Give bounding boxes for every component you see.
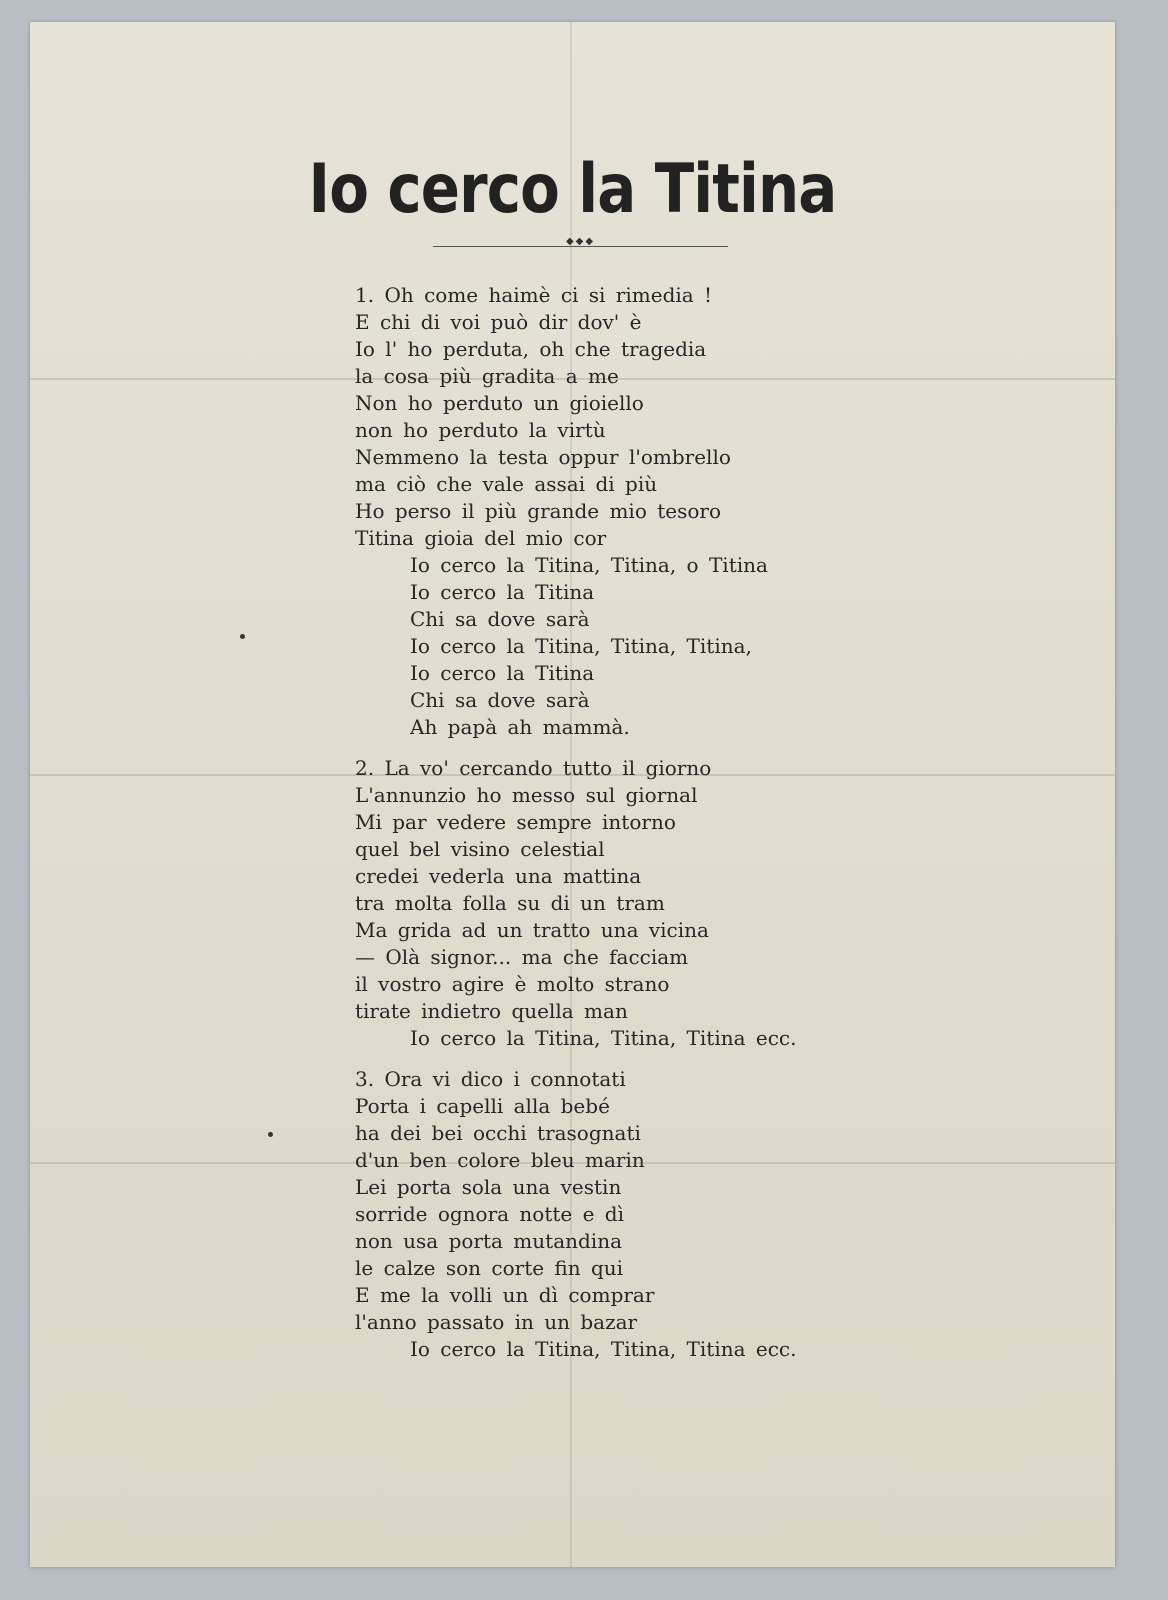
verse-line: l'anno passato in un bazar — [355, 1310, 638, 1334]
verse-line: non ho perduto la virtù — [355, 418, 606, 442]
verse-line: tra molta folla su di un tram — [355, 891, 665, 915]
verse-line: 1. Oh come haimè ci si rimedia ! — [355, 283, 713, 307]
verse-line: Ma grida ad un tratto una vicina — [355, 918, 709, 942]
verse-line: Titina gioia del mio cor — [355, 526, 607, 550]
paper-sheet — [30, 22, 1115, 1567]
verse-line: Non ho perduto un gioiello — [355, 391, 644, 415]
stanza-3 — [355, 1066, 1055, 1363]
page-title: Io cerco la Titina — [308, 150, 837, 229]
verse-line: Porta i capelli alla bebé — [355, 1094, 610, 1118]
chorus-line: Ah papà ah mammà. — [410, 715, 630, 739]
verse-line: credei vederla una mattina — [355, 864, 642, 888]
verse-line: 2. La vo' cercando tutto il giorno — [355, 756, 712, 780]
chorus-line: Io cerco la Titina — [410, 580, 595, 604]
ink-speck — [268, 1132, 273, 1137]
verse-line: — Olà signor... ma che facciam — [355, 945, 689, 969]
chorus-line: Io cerco la Titina, Titina, Titina, — [410, 634, 752, 658]
verse-line: il vostro agire è molto strano — [355, 972, 670, 996]
verse-line: E chi di voi può dir dov' è — [355, 310, 642, 334]
stanza-2 — [355, 755, 1055, 1052]
verse-line: 3. Ora vi dico i connotati — [355, 1067, 626, 1091]
chorus-line: Chi sa dove sarà — [410, 688, 590, 712]
verse-line: L'annunzio ho messo sul giornal — [355, 783, 698, 807]
verse-line: Ho perso il più grande mio tesoro — [355, 499, 721, 523]
verse-line: sorride ognora notte e dì — [355, 1202, 625, 1226]
verse-line: ha dei bei occhi trasognati — [355, 1121, 641, 1145]
ornament-diamonds: ◆◆◆ — [565, 235, 596, 247]
verse-line: Mi par vedere sempre intorno — [355, 810, 676, 834]
verse-line: non usa porta mutandina — [355, 1229, 622, 1253]
chorus-line: Io cerco la Titina, Titina, o Titina — [410, 553, 768, 577]
lyrics-body — [355, 282, 1055, 1377]
verse-line: tirate indietro quella man — [355, 999, 628, 1023]
verse-line: ma ciò che vale assai di più — [355, 472, 658, 496]
verse-line: Io l' ho perduta, oh che tragedia — [355, 337, 707, 361]
verse-line: d'un ben colore bleu marin — [355, 1148, 645, 1172]
verse-line: E me la volli un dì comprar — [355, 1283, 655, 1307]
chorus-line: Io cerco la Titina, Titina, Titina ecc. — [410, 1337, 797, 1361]
verse-line: le calze son corte fin qui — [355, 1256, 624, 1280]
chorus-line: Chi sa dove sarà — [410, 607, 590, 631]
ink-speck — [240, 634, 245, 639]
verse-line: Lei porta sola una vestin — [355, 1175, 622, 1199]
chorus-line: Io cerco la Titina — [410, 661, 595, 685]
verse-line: Nemmeno la testa oppur l'ombrello — [355, 445, 731, 469]
chorus-line: Io cerco la Titina, Titina, Titina ecc. — [410, 1026, 797, 1050]
verse-line: la cosa più gradita a me — [355, 364, 619, 388]
title-ornament — [433, 235, 728, 248]
stanza-1 — [355, 282, 1055, 741]
verse-line: quel bel visino celestial — [355, 837, 605, 861]
